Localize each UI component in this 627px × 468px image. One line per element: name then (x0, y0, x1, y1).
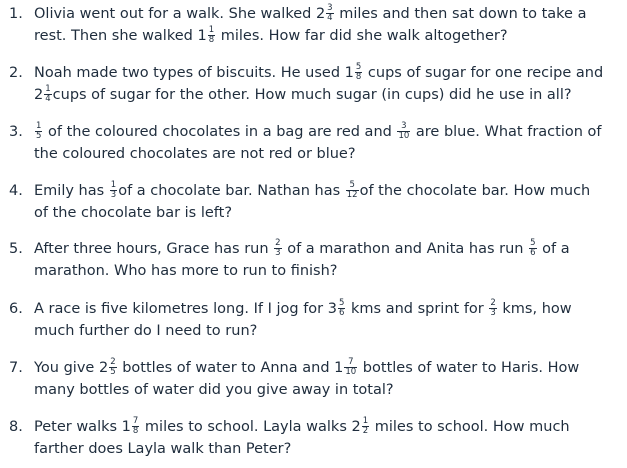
mixed-number-whole: 2 (98, 360, 109, 376)
question-line (34, 62, 624, 84)
mixed-number-whole: 2 (34, 87, 44, 103)
fraction (208, 26, 215, 45)
text-segment: cups of sugar for the other. How much sugar (in cups) did he use in all? (52, 87, 572, 103)
text-segment: are blue. What fraction of (411, 124, 602, 140)
fraction-numerator: 1 (45, 83, 51, 94)
text-segment: of a marathon and Anita has run (282, 241, 529, 257)
question-line (34, 180, 624, 202)
fraction (489, 299, 496, 318)
mixed-number-whole: 1 (121, 419, 131, 435)
fraction-numerator: 5 (530, 237, 536, 248)
text-segment: of the chocolate bar is left? (34, 205, 233, 221)
fraction-numerator: 7 (344, 358, 357, 368)
fraction-denominator: 12 (346, 189, 358, 200)
fraction-numerator: 1 (362, 415, 369, 426)
text-segment: Olivia went out for a walk. She walked (34, 6, 316, 22)
question-line (34, 260, 624, 282)
mixed-number-whole: 1 (197, 28, 207, 44)
text-segment: of a chocolate bar. Nathan has (118, 183, 345, 199)
text-segment: the coloured chocolates are not red or blue? (34, 146, 356, 162)
mixed-number-whole: 1 (334, 360, 344, 376)
text-segment: bottles of water to Anna and (117, 360, 335, 376)
fraction-numerator: 5 (355, 61, 362, 72)
text-segment: bottles of water to Haris. How (358, 360, 580, 376)
question-text (34, 3, 624, 47)
question-text (34, 180, 624, 224)
fraction-numerator: 7 (132, 415, 139, 426)
fraction-denominator: 2 (362, 425, 369, 436)
question-line (34, 357, 624, 379)
text-segment: of a (537, 241, 570, 257)
fraction-denominator: 6 (338, 307, 345, 318)
text-segment: of the chocolate bar. How much (359, 183, 591, 199)
text-segment: of the coloured chocolates in a bag are red and (43, 124, 397, 140)
text-segment: kms, how (497, 301, 572, 317)
question-line (34, 416, 624, 438)
text-segment: After three hours, Grace has run (34, 241, 274, 257)
fraction-denominator: 3 (490, 307, 496, 318)
text-segment: kms and sprint for (346, 301, 489, 317)
text-segment: miles. How far did she walk altogether? (216, 28, 508, 44)
fraction-numerator: 1 (208, 24, 215, 35)
question-line (34, 25, 624, 47)
fraction (109, 358, 116, 377)
fraction (397, 122, 410, 141)
fraction (132, 417, 139, 436)
text-segment: rest. Then she walked (34, 28, 198, 44)
question-text (34, 298, 624, 342)
fraction-denominator: 5 (110, 366, 116, 377)
fraction-denominator: 4 (327, 12, 333, 23)
fraction-numerator: 2 (275, 237, 281, 248)
fraction (529, 239, 536, 258)
fraction-denominator: 5 (36, 130, 42, 141)
question-number: 8. (9, 419, 23, 435)
fraction (110, 181, 117, 200)
question-number: 3. (9, 124, 23, 140)
fraction-numerator: 3 (327, 2, 333, 13)
text-segment: Noah made two types of biscuits. He used (34, 65, 345, 81)
fraction-numerator: 2 (490, 297, 496, 308)
question-text (34, 238, 624, 282)
text-segment: much further do I need to run? (34, 323, 258, 339)
question-number: 1. (9, 6, 23, 22)
question-number: 7. (9, 360, 23, 376)
fraction (344, 358, 357, 377)
question-line (34, 438, 624, 460)
text-segment: Emily has (34, 183, 109, 199)
fraction-numerator: 1 (36, 120, 42, 131)
text-segment: You give (34, 360, 99, 376)
question-text (34, 62, 624, 106)
fraction-denominator: 10 (398, 130, 410, 141)
question-line (34, 379, 624, 401)
question-number: 6. (9, 301, 23, 317)
text-segment: cups of sugar for one recipe and (363, 65, 604, 81)
fraction-numerator: 3 (397, 122, 410, 132)
text-segment: Peter walks (34, 419, 122, 435)
question-line (34, 298, 624, 320)
fraction (355, 63, 362, 82)
question-line (34, 238, 624, 260)
mixed-number-whole: 3 (327, 301, 337, 317)
question-line (34, 202, 624, 224)
fraction-numerator: 5 (338, 297, 345, 308)
text-segment: miles and then sat down to take a (334, 6, 587, 22)
text-segment: miles to school. Layla walks (140, 419, 352, 435)
fraction-numerator: 2 (110, 356, 116, 367)
fraction-denominator: 8 (132, 425, 139, 436)
question-line (34, 84, 624, 106)
fraction (274, 239, 281, 258)
mixed-number-whole: 1 (344, 65, 354, 81)
mixed-number-whole: 2 (315, 6, 326, 22)
question-text (34, 416, 624, 460)
text-segment: marathon. Who has more to run to finish? (34, 263, 338, 279)
fraction-denominator: 6 (530, 247, 536, 258)
question-number: 4. (9, 183, 23, 199)
fraction-numerator: 5 (346, 181, 359, 191)
text-segment: miles to school. How much (370, 419, 570, 435)
text-segment: many bottles of water did you give away in total? (34, 382, 394, 398)
fraction (44, 85, 51, 104)
fraction-denominator: 3 (110, 189, 117, 200)
fraction-denominator: 3 (275, 247, 281, 258)
question-line (34, 121, 624, 143)
fraction-denominator: 4 (45, 93, 51, 104)
fraction-denominator: 8 (208, 34, 215, 45)
fraction (326, 4, 333, 23)
fraction-denominator: 8 (355, 71, 362, 82)
fraction (346, 181, 359, 200)
question-line (34, 320, 624, 342)
text-segment: A race is five kilometres long. If I jog for (34, 301, 328, 317)
question-text (34, 357, 624, 401)
fraction (338, 299, 345, 318)
question-line (34, 3, 624, 25)
question-number: 2. (9, 65, 23, 81)
fraction (362, 417, 369, 436)
question-line (34, 143, 624, 165)
question-number: 5. (9, 241, 23, 257)
mixed-number-whole: 2 (351, 419, 361, 435)
fraction-denominator: 10 (345, 366, 357, 377)
fraction-numerator: 1 (110, 179, 117, 190)
question-text (34, 121, 624, 165)
text-segment: farther does Layla walk than Peter? (34, 441, 292, 457)
fraction (35, 122, 42, 141)
